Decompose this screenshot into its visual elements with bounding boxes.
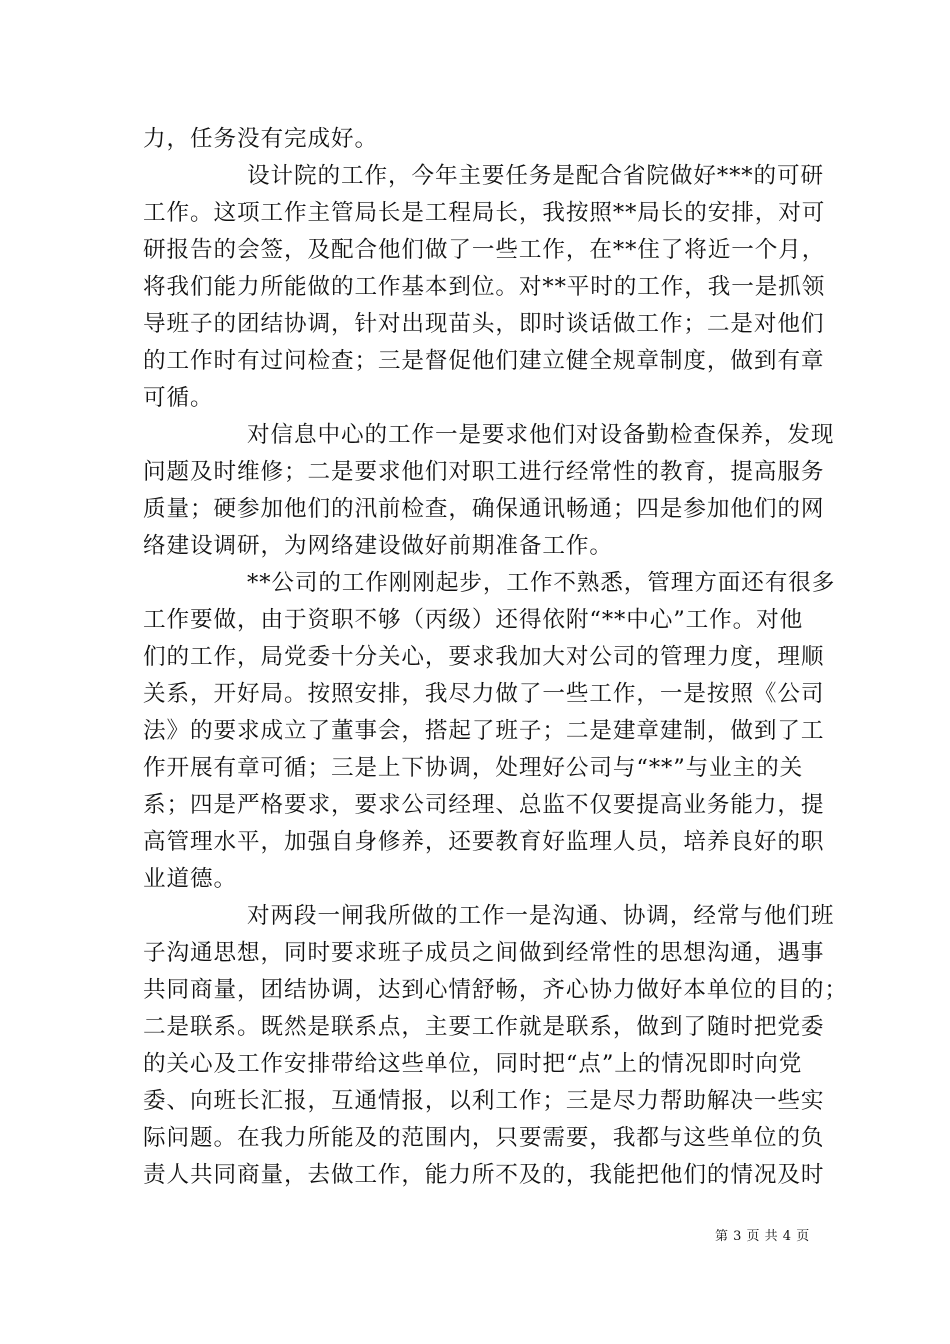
text-line: 高管理水平，加强自身修养，还要教育好监理人员，培养良好的职 [143, 829, 825, 855]
text-line: 作开展有章可循；三是上下协调，处理好公司与“**”与业主的关 [143, 755, 804, 781]
text-line: 关系，开好局。按照安排，我尽力做了一些工作，一是按照《公司 [143, 681, 825, 707]
text-line: 将我们能力所能做的工作基本到位。对**平时的工作，我一是抓领 [143, 274, 826, 300]
text-line: 子沟通思想，同时要求班子成员之间做到经常性的思想沟通，遇事 [143, 940, 825, 966]
text-line: 的工作时有过问检查；三是督促他们建立健全规章制度，做到有章 [143, 348, 825, 374]
text-line: 系；四是严格要求，要求公司经理、总监不仅要提高业务能力，提 [143, 792, 825, 818]
paragraph-start-line: **公司的工作刚刚起步，工作不熟悉，管理方面还有很多 [247, 570, 836, 596]
text-line: 二是联系。既然是联系点，主要工作就是联系，做到了随时把党委 [143, 1014, 825, 1040]
text-line: 际问题。在我力所能及的范围内，只要需要，我都与这些单位的负 [143, 1125, 825, 1151]
text-line: 责人共同商量，去做工作，能力所不及的，我能把他们的情况及时 [143, 1162, 825, 1188]
text-line: 业道德。 [143, 866, 237, 892]
text-line: 质量；硬参加他们的汛前检查，确保通讯畅通；四是参加他们的网 [143, 496, 825, 522]
text-line: 委、向班长汇报，互通情报，以利工作；三是尽力帮助解决一些实 [143, 1088, 825, 1114]
paragraph-start-line: 设计院的工作，今年主要任务是配合省院做好***的可研 [247, 163, 824, 189]
text-line: 络建设调研，为网络建设做好前期准备工作。 [143, 533, 613, 559]
text-line: 研报告的会签，及配合他们做了一些工作，在**住了将近一个月， [143, 237, 826, 263]
text-line: 工作要做，由于资职不够（丙级）还得依附“**中心”工作。对他 [143, 607, 804, 633]
text-line: 的关心及工作安排带给这些单位，同时把“点”上的情况即时向党 [143, 1051, 803, 1077]
text-line: 力，任务没有完成好。 [143, 126, 378, 152]
paragraph-start-line: 对信息中心的工作一是要求他们对设备勤检查保养，发现 [247, 422, 835, 448]
text-line: 法》的要求成立了董事会，搭起了班子；二是建章建制，做到了工 [143, 718, 825, 744]
text-line: 问题及时维修；二是要求他们对职工进行经常性的教育，提高服务 [143, 459, 825, 485]
text-line: 们的工作，局党委十分关心，要求我加大对公司的管理力度，理顺 [143, 644, 825, 670]
text-line: 工作。这项工作主管局长是工程局长，我按照**局长的安排，对可 [143, 200, 826, 226]
text-line: 共同商量，团结协调，达到心情舒畅，齐心协力做好本单位的目的； [143, 977, 848, 1003]
paragraph-start-line: 对两段一闸我所做的工作一是沟通、协调，经常与他们班 [247, 903, 835, 929]
page-number-footer: 第 3 页 共 4 页 [715, 1229, 810, 1244]
text-line: 导班子的团结协调，针对出现苗头，即时谈话做工作；二是对他们 [143, 311, 825, 337]
text-line: 可循。 [143, 385, 214, 411]
